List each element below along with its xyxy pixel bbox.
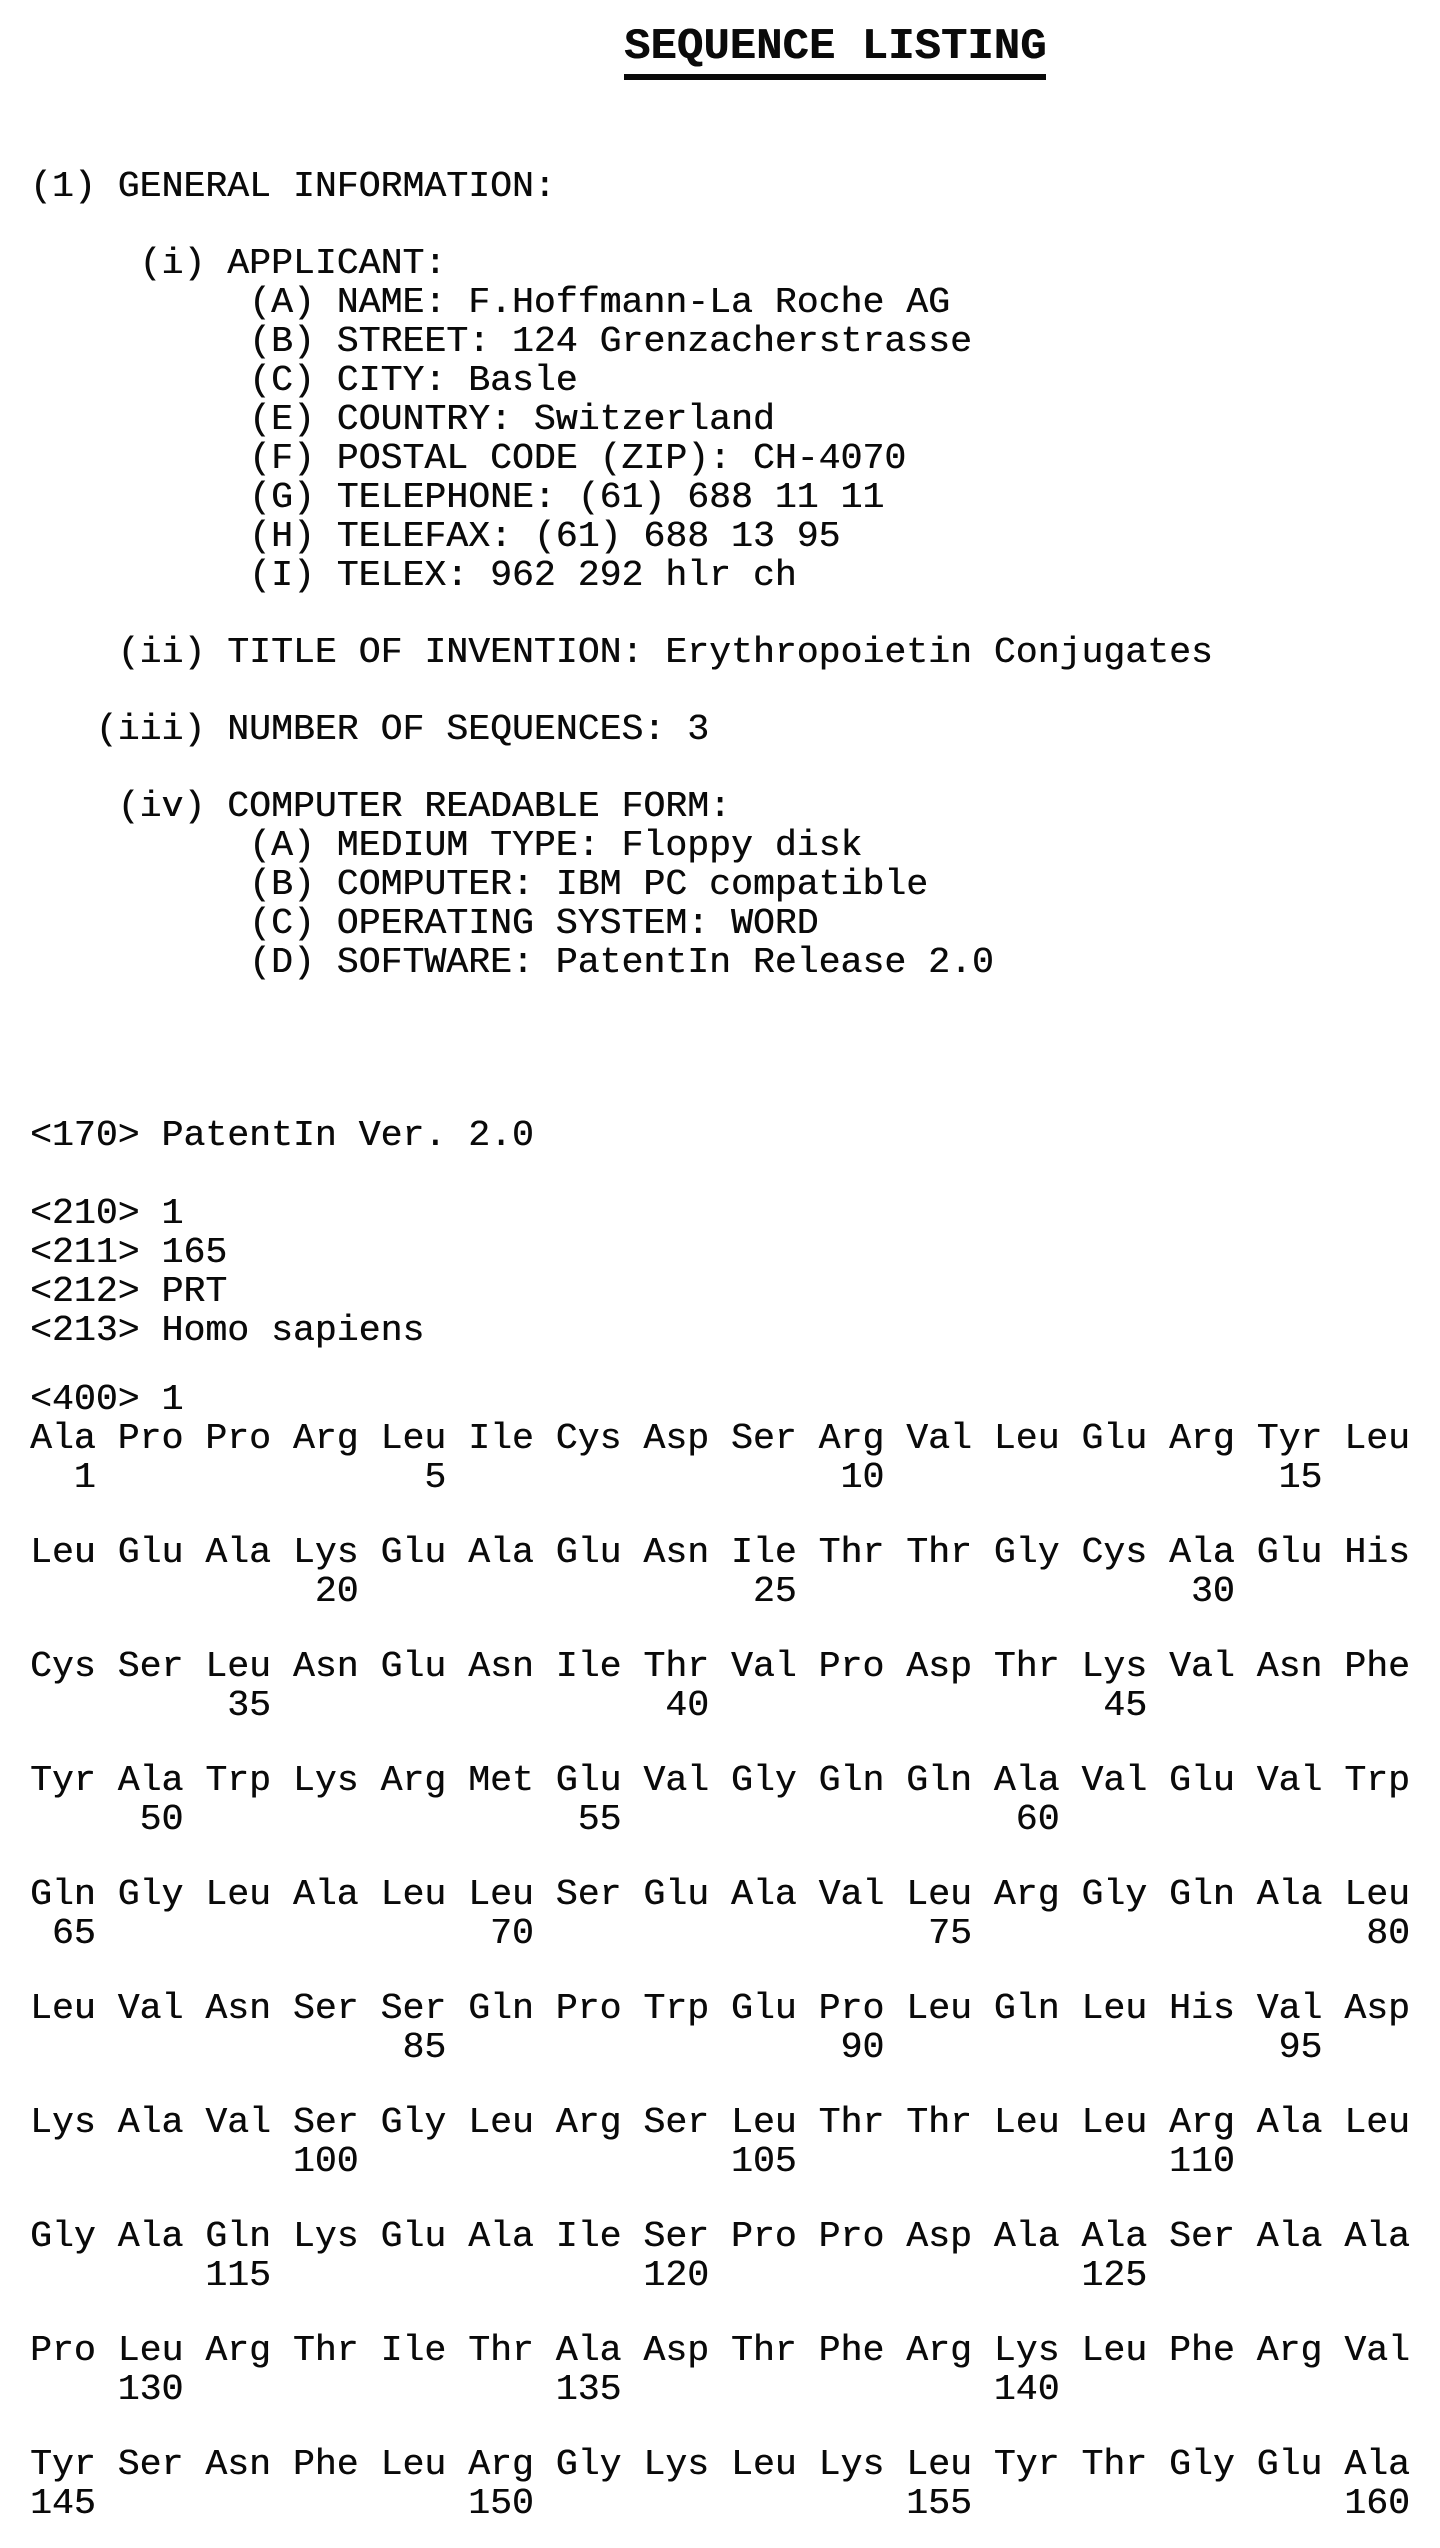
- sequence-residues-row-3: Cys Ser Leu Asn Glu Asn Ile Thr Val Pro Asp Thr Lys Val Asn Phe: [30, 1646, 1410, 1687]
- field-patentin-version: [30, 1116, 534, 1155]
- sequence-residues-row-7: Lys Ala Val Ser Gly Leu Arg Ser Leu Thr Thr Leu Leu Arg Ala Leu: [30, 2102, 1410, 2143]
- sequence-row-2: [30, 1533, 1410, 1611]
- section-sequence-1-metadata-line-1: <210> 1: [30, 1193, 184, 1234]
- sequence-row-9: [30, 2331, 1410, 2409]
- section-applicant: [30, 244, 972, 595]
- field-sequence-1-marker: [30, 1380, 183, 1419]
- section-computer-readable-form-line-3: (B) COMPUTER: IBM PC compatible: [30, 864, 929, 905]
- section-applicant-line-2: (A) NAME: F.Hoffmann-La Roche AG: [30, 282, 950, 323]
- sequence-position-numbers-row-2: 20 25 30: [30, 1571, 1235, 1612]
- sequence-position-numbers-row-3: 35 40 45: [30, 1685, 1148, 1726]
- section-number-of-sequences: [30, 710, 709, 749]
- section-sequence-1-metadata: [30, 1194, 424, 1350]
- sequence-row-10: [30, 2445, 1410, 2523]
- sequence-position-numbers-row-4: 50 55 60: [30, 1799, 1060, 1840]
- section-computer-readable-form-line-4: (C) OPERATING SYSTEM: WORD: [30, 903, 819, 944]
- sequence-row-5: [30, 1875, 1410, 1953]
- field-sequence-1-marker-line-1: <400> 1: [30, 1379, 184, 1420]
- section-applicant-line-6: (F) POSTAL CODE (ZIP): CH-4070: [30, 438, 907, 479]
- sequence-residues-row-8: Gly Ala Gln Lys Glu Ala Ile Ser Pro Pro Asp Ala Ala Ser Ala Ala: [30, 2216, 1410, 2257]
- page-title: SEQUENCE LISTING: [624, 22, 1046, 80]
- sequence-position-numbers-row-7: 100 105 110: [30, 2141, 1235, 2182]
- sequence-row-1: [30, 1419, 1410, 1497]
- field-patentin-version-line-1: <170> PatentIn Ver. 2.0: [30, 1115, 534, 1156]
- sequence-position-numbers-row-1: 1 5 10 15: [30, 1457, 1323, 1498]
- sequence-row-4: [30, 1761, 1410, 1839]
- section-computer-readable-form-line-1: (iv) COMPUTER READABLE FORM:: [30, 786, 731, 827]
- sequence-residues-row-10: Tyr Ser Asn Phe Leu Arg Gly Lys Leu Lys Leu Tyr Thr Gly Glu Ala: [30, 2444, 1410, 2485]
- sequence-residues-row-9: Pro Leu Arg Thr Ile Thr Ala Asp Thr Phe Arg Lys Leu Phe Arg Val: [30, 2330, 1410, 2371]
- sequence-row-3: [30, 1647, 1410, 1725]
- sequence-residues-row-5: Gln Gly Leu Ala Leu Leu Ser Glu Ala Val Leu Arg Gly Gln Ala Leu: [30, 1874, 1410, 1915]
- sequence-position-numbers-row-5: 65 70 75 80: [30, 1913, 1410, 1954]
- section-computer-readable-form: [30, 787, 994, 982]
- section-applicant-line-7: (G) TELEPHONE: (61) 688 11 11: [30, 477, 885, 518]
- section-applicant-line-9: (I) TELEX: 962 292 hlr ch: [30, 555, 797, 596]
- sequence-residues-row-2: Leu Glu Ala Lys Glu Ala Glu Asn Ile Thr Thr Gly Cys Ala Glu His: [30, 1532, 1410, 1573]
- sequence-row-6: [30, 1989, 1410, 2067]
- sequence-position-numbers-row-9: 130 135 140: [30, 2369, 1060, 2410]
- section-general-information: [30, 167, 556, 206]
- sequence-residues-row-6: Leu Val Asn Ser Ser Gln Pro Trp Glu Pro Leu Gln Leu His Val Asp: [30, 1988, 1410, 2029]
- sequence-row-7: [30, 2103, 1410, 2181]
- section-title-of-invention-line-1: (ii) TITLE OF INVENTION: Erythropoietin Conjugates: [30, 632, 1213, 673]
- sequence-position-numbers-row-10: 145 150 155 160: [30, 2483, 1410, 2524]
- section-sequence-1-metadata-line-4: <213> Homo sapiens: [30, 1310, 425, 1351]
- section-applicant-line-3: (B) STREET: 124 Grenzacherstrasse: [30, 321, 972, 362]
- section-title-of-invention: [30, 633, 1213, 672]
- sequence-position-numbers-row-6: 85 90 95: [30, 2027, 1323, 2068]
- section-sequence-1-metadata-line-2: <211> 165: [30, 1232, 228, 1273]
- section-number-of-sequences-line-1: (iii) NUMBER OF SEQUENCES: 3: [30, 709, 710, 750]
- section-applicant-line-1: (i) APPLICANT:: [30, 243, 447, 284]
- section-applicant-line-5: (E) COUNTRY: Switzerland: [30, 399, 775, 440]
- section-general-information-line-1: (1) GENERAL INFORMATION:: [30, 166, 556, 207]
- sequence-residues-row-4: Tyr Ala Trp Lys Arg Met Glu Val Gly Gln Gln Ala Val Glu Val Trp: [30, 1760, 1410, 1801]
- section-computer-readable-form-line-5: (D) SOFTWARE: PatentIn Release 2.0: [30, 942, 994, 983]
- section-applicant-line-4: (C) CITY: Basle: [30, 360, 578, 401]
- section-computer-readable-form-line-2: (A) MEDIUM TYPE: Floppy disk: [30, 825, 863, 866]
- sequence-row-8: [30, 2217, 1410, 2295]
- section-sequence-1-metadata-line-3: <212> PRT: [30, 1271, 228, 1312]
- sequence-position-numbers-row-8: 115 120 125: [30, 2255, 1148, 2296]
- sequence-residues-row-1: Ala Pro Pro Arg Leu Ile Cys Asp Ser Arg Val Leu Glu Arg Tyr Leu: [30, 1418, 1410, 1459]
- section-applicant-line-8: (H) TELEFAX: (61) 688 13 95: [30, 516, 841, 557]
